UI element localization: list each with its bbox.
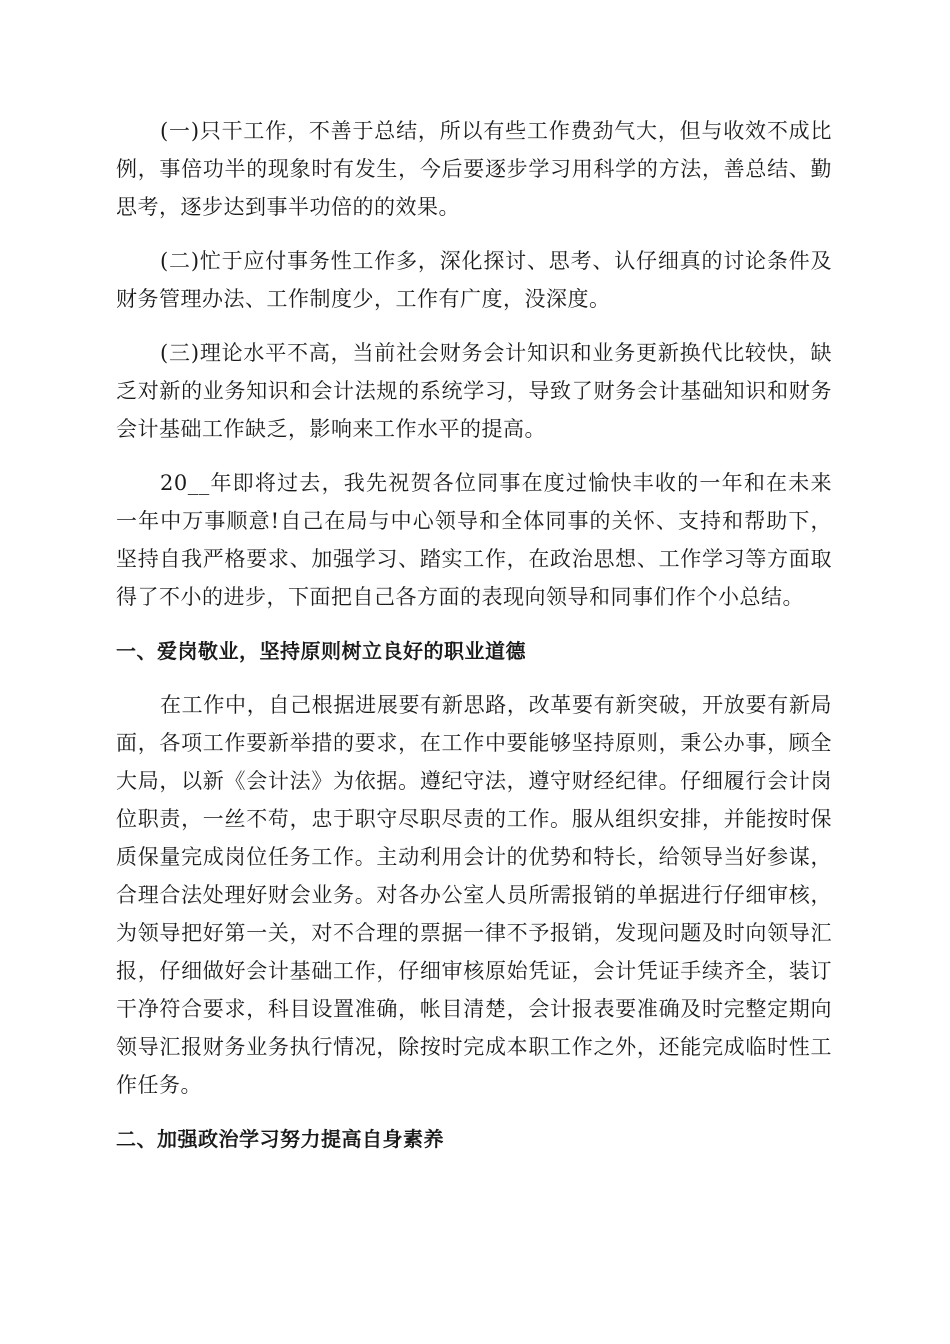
paragraph-shortcoming-1: (一)只干工作，不善于总结，所以有些工作费劲气大，但与收效不成比例，事倍功半的现象时有发生，今后要逐步学习用科学的方法，善总结、勤思考，逐步达到事半功倍的的效果。: [116, 119, 832, 219]
paragraph-intro: 20__年即将过去，我先祝贺各位同事在度过愉快丰收的一年和在未来一年中万事顺意!自己在局与中心领导和全体同事的关怀、支持和帮助下，坚持自我严格要求、加强学习、踏实工作，在政治思想、工作学习等方面取得了不小的进步，下面把自己各方面的表现向领导和同事们作个小总结。: [116, 471, 832, 609]
paragraph-shortcoming-2: (二)忙于应付事务性工作多，深化探讨、思考、认仔细真的讨论条件及财务管理办法、工作制度少，工作有广度，没深度。: [116, 249, 832, 311]
section-heading-1: 一、爱岗敬业，坚持原则树立良好的职业道德: [116, 639, 526, 663]
paragraph-shortcoming-3: (三)理论水平不高，当前社会财务会计知识和业务更新换代比较快，缺乏对新的业务知识和会计法规的系统学习，导致了财务会计基础知识和财务会计基础工作缺乏，影响来工作水平的提高。: [116, 341, 832, 441]
paragraph-section-1: 在工作中，自己根据进展要有新思路，改革要有新突破，开放要有新局面，各项工作要新举措的要求，在工作中要能够坚持原则，秉公办事，顾全大局，以新《会计法》为依据。遵纪守法，遵守财经纪律。仔细履行会计岗位职责，一丝不苟，忠于职守尽职尽责的工作。服从组织安排，并能按时保质保量完成岗位任务工作。主动利用会计的优势和特长，给领导当好参谋，合理合法处理好财会业务。对各办公室人员所需报销的单据进行仔细审核，为领导把好第一关，对不合理的票据一律不予报销，发现问题及时向领导汇报，仔细做好会计基础工作，仔细审核原始凭证，会计凭证手续齐全，装订干净符合要求，科目设置准确，帐目清楚，会计报表要准确及时完整定期向领导汇报财务业务执行情况，除按时完成本职工作之外，还能完成临时性工作任务。: [116, 693, 832, 1097]
section-heading-2: 二、加强政治学习努力提高自身素养: [116, 1127, 444, 1151]
document-page: [116, 112, 832, 1174]
